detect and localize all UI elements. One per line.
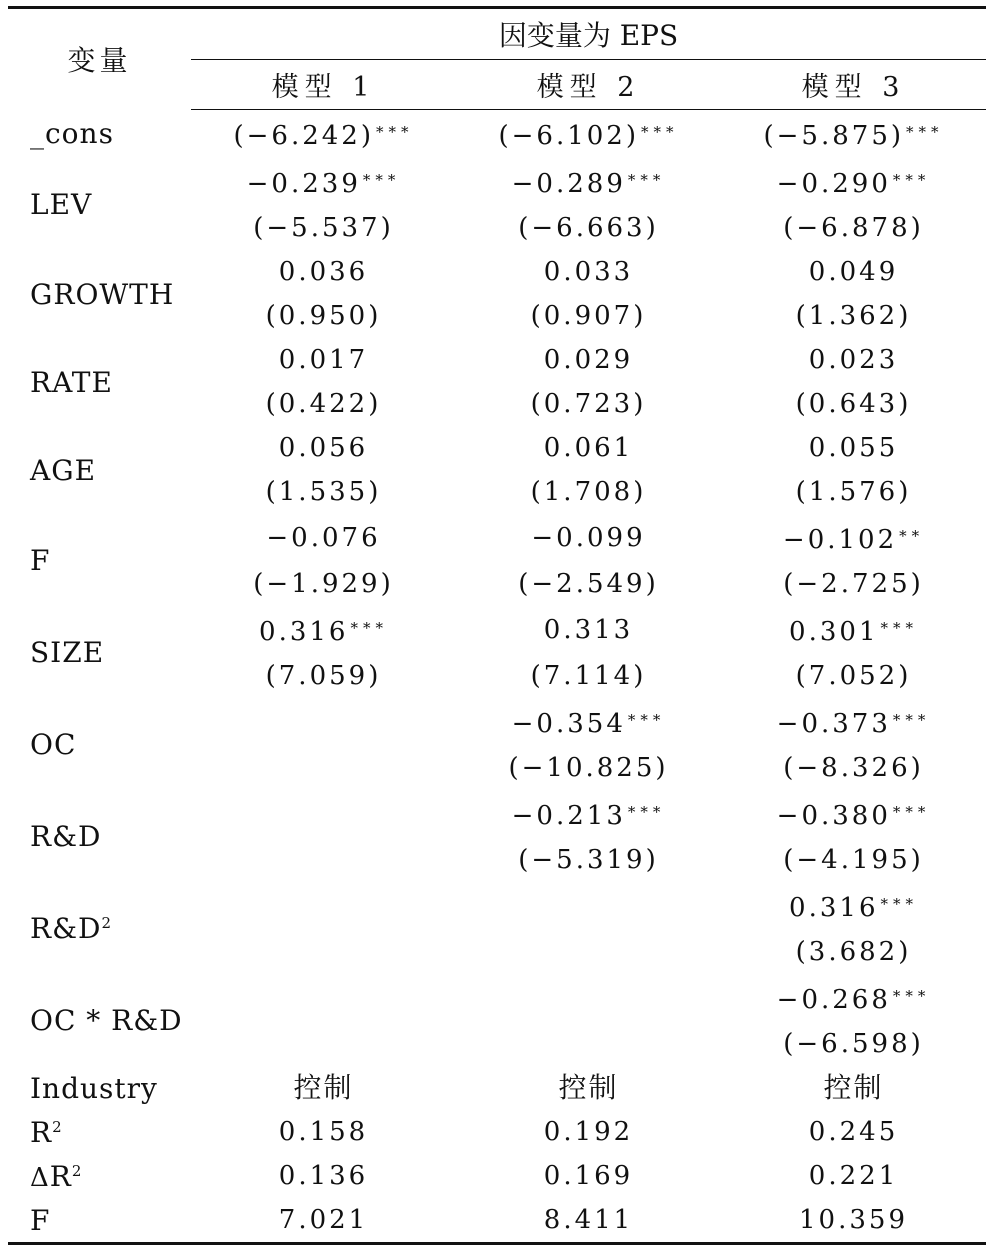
coefficient-cell — [721, 698, 986, 746]
regression-table-page — [8, 6, 986, 1245]
statistic-cell: 0.158 — [278, 1117, 369, 1147]
significance-stars: *** — [880, 895, 918, 913]
cell-value: (−5.319) — [518, 845, 659, 875]
variable-label: Industry — [30, 1071, 158, 1105]
coefficient-cell — [721, 930, 986, 974]
table-row — [8, 1110, 986, 1154]
coefficient-cell — [721, 882, 986, 930]
statistic-cell: 7.021 — [191, 1198, 456, 1244]
statistic-cell: 8.411 — [456, 1198, 721, 1244]
cell-value: −0.239 — [246, 169, 361, 199]
cell-value: (1.362) — [795, 301, 912, 331]
variable-label: SIZE — [30, 635, 105, 669]
coefficient-cell — [191, 250, 456, 294]
model-1-header: 模型 1 — [191, 60, 456, 110]
variable-name — [8, 882, 191, 974]
coefficient-cell — [721, 1022, 986, 1066]
cell-value: (−5.537) — [253, 213, 394, 243]
statistic-cell: 0.192 — [543, 1117, 634, 1147]
significance-stars: *** — [350, 619, 388, 637]
cell-value: −0.354 — [511, 709, 626, 739]
table-header-row — [8, 8, 986, 60]
cell-value: 0.301 — [789, 617, 879, 647]
variable-name — [8, 606, 191, 698]
cell-value: (−2.725) — [783, 569, 924, 599]
coefficient-cell — [721, 606, 986, 654]
statistic-cell: 0.245 — [808, 1117, 899, 1147]
dependent-variable-header: 因变量为 EPS — [191, 8, 986, 60]
significance-stars: *** — [627, 711, 666, 729]
significance-stars: *** — [892, 711, 931, 729]
cell-value: 0.316 — [789, 893, 879, 923]
coefficient-cell — [456, 882, 721, 930]
statistic-cell: 控制 — [558, 1071, 619, 1104]
coefficient-cell — [456, 562, 721, 606]
cell-value: (7.059) — [265, 661, 382, 691]
coefficient-cell — [456, 158, 721, 206]
superscript: 2 — [101, 913, 113, 932]
coefficient-cell — [191, 514, 456, 562]
statistic-cell: 0.136 — [278, 1161, 369, 1191]
variable-label: LEV — [30, 187, 93, 221]
table-row — [8, 250, 986, 294]
statistic-cell: 控制 — [823, 1071, 884, 1104]
coefficient-cell — [456, 606, 721, 654]
coefficient-cell — [191, 206, 456, 250]
cell-value: 0.061 — [543, 433, 634, 463]
coefficient-cell — [721, 250, 986, 294]
delta-symbol: Δ — [30, 1162, 50, 1193]
cell-value: (−6.878) — [783, 213, 924, 243]
coefficient-cell — [456, 382, 721, 426]
variable-label: _cons — [30, 117, 114, 151]
coefficient-cell — [721, 514, 986, 562]
cell-value: −0.268 — [776, 985, 891, 1015]
table-row — [8, 882, 986, 930]
variable-label: GROWTH — [30, 277, 175, 311]
variable-name — [8, 974, 191, 1066]
cell-value: (−6.102) — [498, 121, 639, 151]
coefficient-cell — [721, 206, 986, 250]
variable-label: R — [49, 1159, 72, 1193]
cell-value: −0.076 — [266, 523, 381, 553]
variable-label: OC * R&D — [30, 1003, 183, 1037]
significance-stars: *** — [627, 171, 666, 189]
statistic-cell: 控制 — [293, 1071, 354, 1104]
cell-value: (−8.326) — [783, 753, 924, 783]
coefficient-cell — [191, 110, 456, 159]
table-row — [8, 790, 986, 838]
coefficient-cell — [456, 250, 721, 294]
coefficient-cell — [721, 562, 986, 606]
significance-stars: *** — [892, 171, 931, 189]
cell-value: −0.289 — [511, 169, 626, 199]
coefficient-cell — [191, 790, 456, 838]
coefficient-cell — [721, 790, 986, 838]
variable-name — [8, 158, 191, 250]
coefficient-cell — [191, 158, 456, 206]
significance-stars: *** — [641, 123, 679, 141]
coefficient-cell — [721, 158, 986, 206]
significance-stars: *** — [376, 123, 414, 141]
cell-value: (−6.598) — [783, 1029, 924, 1059]
coefficient-cell — [191, 606, 456, 654]
table-body — [8, 110, 986, 1244]
cell-value: (−6.663) — [518, 213, 659, 243]
table-row — [8, 426, 986, 470]
coefficient-cell — [721, 746, 986, 790]
cell-value: −0.099 — [531, 523, 646, 553]
variable-label: OC — [30, 727, 77, 761]
cell-value: (1.576) — [795, 477, 912, 507]
coefficient-cell — [721, 974, 986, 1022]
cell-value: (0.643) — [795, 389, 912, 419]
statistic-cell: 0.169 — [543, 1161, 634, 1191]
coefficient-cell — [456, 110, 721, 159]
significance-stars: *** — [627, 803, 666, 821]
cell-value: −0.213 — [511, 801, 626, 831]
variable-label: R&D — [30, 911, 102, 945]
variable-name — [8, 1110, 191, 1154]
coefficient-cell — [456, 930, 721, 974]
coefficient-cell — [456, 790, 721, 838]
coefficient-cell — [456, 426, 721, 470]
significance-stars: *** — [362, 171, 401, 189]
coefficient-cell — [191, 294, 456, 338]
table-row — [8, 158, 986, 206]
coefficient-cell — [456, 1022, 721, 1066]
coefficient-cell — [721, 838, 986, 882]
variable-name — [8, 1066, 191, 1110]
variable-name — [8, 698, 191, 790]
table-row — [8, 338, 986, 382]
cell-value: 0.056 — [278, 433, 369, 463]
cell-value: (3.682) — [795, 937, 912, 967]
superscript: 2 — [52, 1117, 63, 1136]
coefficient-cell — [456, 338, 721, 382]
statistic-cell: 10.359 — [721, 1198, 986, 1244]
variable-name — [8, 426, 191, 514]
cell-value: (−2.549) — [518, 569, 659, 599]
cell-value: (7.114) — [530, 661, 647, 691]
coefficient-cell — [191, 562, 456, 606]
significance-stars: ** — [899, 527, 925, 545]
cell-value: (0.950) — [265, 301, 382, 331]
coefficient-cell — [191, 746, 456, 790]
cell-value: (−6.242) — [233, 121, 374, 151]
variable-label: R&D — [30, 819, 102, 853]
table-row — [8, 110, 986, 159]
cell-value: (1.535) — [265, 477, 382, 507]
coefficient-cell — [721, 426, 986, 470]
table-row — [8, 514, 986, 562]
cell-value: 0.055 — [808, 433, 899, 463]
table-row — [8, 1066, 986, 1110]
superscript: 2 — [71, 1161, 83, 1180]
coefficient-cell — [456, 838, 721, 882]
cell-value: (−4.195) — [783, 845, 924, 875]
cell-value: (0.422) — [265, 389, 382, 419]
cell-value: 0.036 — [278, 257, 369, 287]
coefficient-cell — [721, 294, 986, 338]
cell-value: −0.102 — [782, 525, 898, 555]
coefficient-cell — [191, 698, 456, 746]
coefficient-cell — [191, 974, 456, 1022]
variable-name — [8, 110, 191, 159]
coefficient-cell — [191, 1022, 456, 1066]
variable-name — [8, 790, 191, 882]
coefficient-cell — [191, 654, 456, 698]
variable-header: 变量 — [8, 8, 191, 110]
table-row — [8, 698, 986, 746]
table-row — [8, 1154, 986, 1198]
cell-value: (−10.825) — [508, 753, 669, 783]
coefficient-cell — [456, 294, 721, 338]
coefficient-cell — [191, 426, 456, 470]
coefficient-cell — [191, 930, 456, 974]
coefficient-cell — [721, 470, 986, 514]
model-3-header: 模型 3 — [721, 60, 986, 110]
significance-stars: *** — [880, 619, 918, 637]
cell-value: 0.033 — [543, 257, 634, 287]
cell-value: 0.049 — [808, 257, 899, 287]
cell-value: 0.316 — [259, 617, 349, 647]
coefficient-cell — [191, 882, 456, 930]
coefficient-cell — [456, 470, 721, 514]
model-2-header: 模型 2 — [456, 60, 721, 110]
cell-value: (0.907) — [530, 301, 647, 331]
variable-name — [8, 1154, 191, 1198]
cell-value: −0.290 — [776, 169, 891, 199]
variable-label: AGE — [30, 453, 97, 487]
cell-value: (7.052) — [795, 661, 912, 691]
significance-stars: *** — [892, 803, 931, 821]
variable-name — [8, 1198, 191, 1244]
variable-label: RATE — [30, 365, 113, 399]
coefficient-cell — [721, 382, 986, 426]
statistic-cell: 0.221 — [808, 1161, 899, 1191]
coefficient-cell — [456, 654, 721, 698]
significance-stars: *** — [906, 123, 944, 141]
table-row — [8, 1198, 986, 1244]
coefficient-cell — [456, 974, 721, 1022]
cell-value: (1.708) — [530, 477, 647, 507]
coefficient-cell — [721, 110, 986, 159]
coefficient-cell — [456, 698, 721, 746]
regression-table — [8, 6, 986, 1245]
variable-name — [8, 250, 191, 338]
cell-value: 0.023 — [808, 345, 899, 375]
coefficient-cell — [191, 382, 456, 426]
variable-label: R — [30, 1115, 53, 1149]
cell-value: 0.029 — [543, 345, 634, 375]
cell-value: (−1.929) — [253, 569, 394, 599]
coefficient-cell — [456, 746, 721, 790]
coefficient-cell — [456, 206, 721, 250]
cell-value: −0.380 — [776, 801, 891, 831]
variable-name — [8, 338, 191, 426]
table-row — [8, 606, 986, 654]
variable-label: F — [30, 543, 51, 577]
coefficient-cell — [721, 654, 986, 698]
cell-value: (−5.875) — [763, 121, 905, 151]
cell-value: (0.723) — [530, 389, 647, 419]
coefficient-cell — [191, 838, 456, 882]
cell-value: 0.017 — [278, 345, 369, 375]
significance-stars: *** — [892, 987, 931, 1005]
coefficient-cell — [191, 338, 456, 382]
coefficient-cell — [191, 470, 456, 514]
cell-value: −0.373 — [776, 709, 891, 739]
cell-value: 0.313 — [543, 615, 634, 645]
variable-label: F — [30, 1203, 51, 1237]
variable-name — [8, 514, 191, 606]
coefficient-cell — [721, 338, 986, 382]
coefficient-cell — [456, 514, 721, 562]
table-row — [8, 974, 986, 1022]
